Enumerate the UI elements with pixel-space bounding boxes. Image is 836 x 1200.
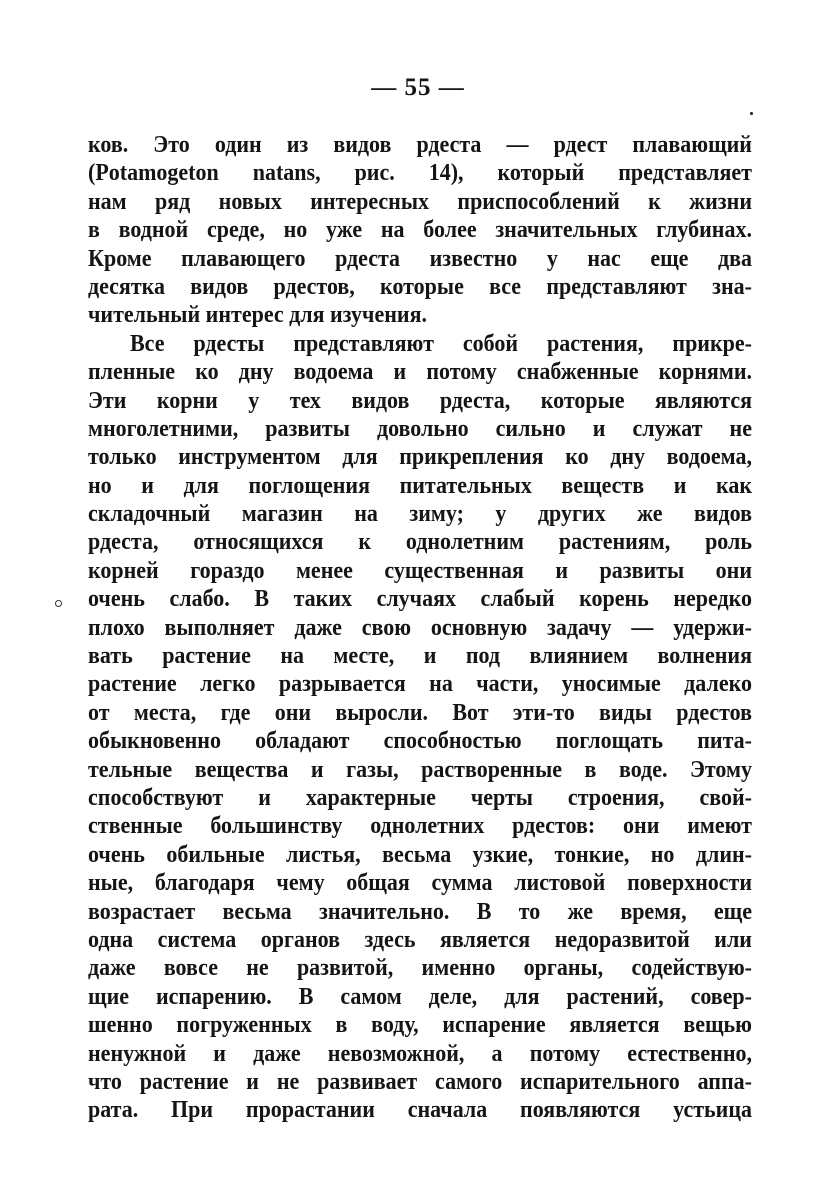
- text-line: очень слабо. В таких случаях слабый корень нередко: [88, 583, 752, 612]
- text-line: ненужной и даже невозможной, а потому естественно,: [88, 1037, 752, 1066]
- text-line: ков. Это один из видов рдеста — рдест плавающий: [88, 129, 752, 158]
- text-line: растение легко разрывается на части, уносимые далеко: [88, 668, 752, 697]
- text-line: очень обильные листья, весьма узкие, тонкие, но длин-: [88, 839, 752, 868]
- text-line: ственные большинству однолетних рдестов: они имеют: [88, 810, 752, 839]
- print-dot-mark: [750, 112, 753, 115]
- paragraph-2: [88, 329, 752, 1124]
- text-line: ные, благодаря чему общая сумма листовой поверхности: [88, 867, 752, 896]
- text-line: Все рдесты представляют собой растения, прикре-: [130, 328, 752, 357]
- text-line: даже вовсе не развитой, именно органы, содействую-: [88, 952, 752, 981]
- text-line: корней гораздо менее существенная и развиты они: [88, 555, 752, 584]
- text-line: складочный магазин на зиму; у других же видов: [88, 498, 752, 527]
- text-line: обыкновенно обладают способностью поглощать пита-: [88, 725, 752, 754]
- text-line: плохо выполняет даже свою основную задачу — удержи-: [88, 612, 752, 641]
- text-line: нам ряд новых интересных приспособлений к жизни: [88, 186, 752, 215]
- page-number: — 55 —: [371, 74, 465, 101]
- text-line: (Potamogeton natans, рис. 14), который представляет: [88, 157, 752, 186]
- text-line: рдеста, относящихся к однолетним растениям, роль: [88, 526, 752, 555]
- text-line: от места, где они выросли. Вот эти-то виды рдестов: [88, 697, 752, 726]
- text-line: только инструментом для прикрепления ко дну водоема,: [88, 441, 752, 470]
- text-line: шенно погруженных в воду, испарение является вещью: [88, 1009, 752, 1038]
- text-line: чительный интерес для изучения.: [88, 299, 427, 328]
- text-line: вать растение на месте, и под влиянием волнения: [88, 640, 752, 669]
- text-line: одна система органов здесь является недоразвитой или: [88, 924, 752, 953]
- paragraph-1: [88, 130, 752, 329]
- text-line: щие испарению. В самом деле, для растений, совер-: [88, 981, 752, 1010]
- text-line: десятка видов рдестов, которые все представляют зна-: [88, 271, 752, 300]
- text-line: Кроме плавающего рдеста известно у нас еще два: [88, 242, 752, 271]
- text-line: но и для поглощения питательных веществ и как: [88, 470, 752, 499]
- text-line: что растение и не развивает самого испарительного аппа-: [88, 1066, 752, 1095]
- margin-circle-mark: [55, 600, 62, 607]
- page-text: [88, 130, 752, 1124]
- text-line: многолетними, развиты довольно сильно и служат не: [88, 413, 752, 442]
- text-line: пленные ко дну водоема и потому снабженные корнями.: [88, 356, 752, 385]
- text-line: Эти корни у тех видов рдеста, которые являются: [88, 384, 752, 413]
- text-line: возрастает весьма значительно. В то же время, еще: [88, 895, 752, 924]
- text-line: в водной среде, но уже на более значительных глубинах.: [88, 214, 752, 243]
- text-line: способствуют и характерные черты строения, свой-: [88, 782, 752, 811]
- text-line: рата. При прорастании сначала появляются устьица: [88, 1094, 752, 1123]
- text-line: тельные вещества и газы, растворенные в воде. Этому: [88, 754, 752, 783]
